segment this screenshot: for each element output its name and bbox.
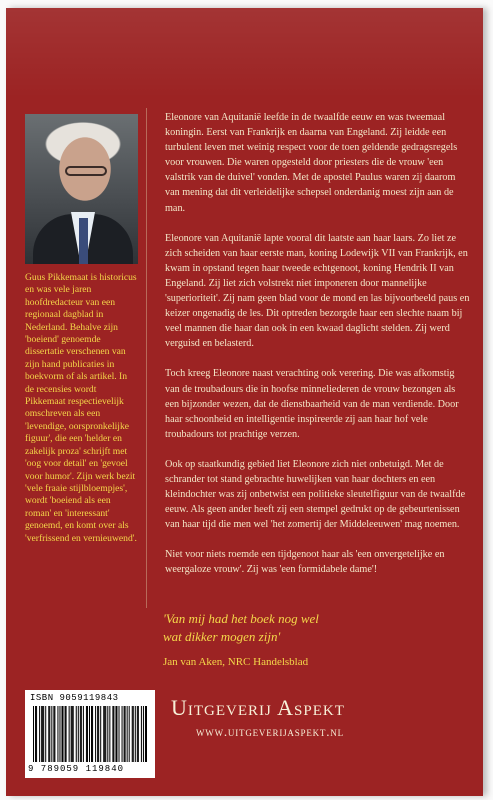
author-glasses xyxy=(65,166,107,176)
barcode-digits: 9 789059 119840 xyxy=(28,764,125,774)
author-tie xyxy=(79,218,88,264)
barcode-bars-icon xyxy=(33,706,147,762)
blurb-paragraph: Eleonore van Aquitanië leefde in de twaalfde eeuw en was tweemaal koningin. Eerst van Frankrijk en daarna van Engeland. Zij leidde een turbulent leven met weinig respect voor de toen geldende gedragsregels voor vrouwen. Die waren opgesteld door priesters die de vrouw 'een valstrik van de duivel' vonden. Met de apostel Paulus waren zij daarom van mening dat dit verleidelijke schepsel onderdanig moest zijn aan de man. xyxy=(165,112,458,214)
cover-sheen xyxy=(6,8,483,98)
author-bio: Guus Pikkemaat is historicus en was vele jaren hoofdredacteur van een regionaal dagblad in Nederland. Behalve zijn 'boeiend' genoemde dissertatie verschenen van zijn hand publicaties in boekvorm of als artikel. In de recensies wordt Pikkemaat respectievelijk omschreven als een 'levendige, oorspronkelijke figuur', die een 'helder en zakelijk proza' schrijft met 'oog voor detail' en 'gevoel voor humor'. Zijn werk bezit 'vele fraaie stijlbloempjes', wordt 'boeiend als een roman' en 'interessant' genoemd, en komt over als 'verfrissend en vernieuwend'. xyxy=(25,272,137,544)
blurb-paragraph: Eleonore van Aquitanië lapte vooral dit laatste aan haar laars. Zo liet ze zich scheiden van haar eerste man, koning Lodewijk VII van Frankrijk, en kwam in opstand tegen haar tweede echtgenoot, koning Hendrik II van Engeland. Zij liet zich volstrekt niet imponeren door mannelijke 'superioriteit'. Zij nam geen blad voor de mond en las bijvoorbeeld paus en keizer ongenadig de les. Dit optreden bezorgde haar een slechte naam bij veel mannen die haar dan ook in een kwaad daglicht stelden. Zij werd verguisd en belasterd. xyxy=(165,232,470,350)
isbn-barcode xyxy=(25,690,155,778)
quote-line: 'Van mij had het boek nog wel xyxy=(163,611,319,626)
blurb-paragraph: Niet voor niets roemde een tijdgenoot haar als 'een onvergetelijke en weergaloze vrouw'. Zij was 'een formidabele dame'! xyxy=(165,549,445,576)
blurb-paragraph: Toch kreeg Eleonore naast verachting ook verering. Die was afkomstig van de troubadours die in hoofse minneliederen de vrouw bezongen als een bijzonder wezen, dat de dienstbaarheid van de man verdiende. Door haar schoonheid en intelligentie inspireerde zij aan haar hof vele troubadours tot prachtige verzen. xyxy=(165,368,459,440)
author-photo xyxy=(25,114,138,264)
isbn-label: ISBN 9059119843 xyxy=(30,693,119,703)
blurb-paragraph: Ook op staatkundig gebied liet Eleonore zich niet onbetuigd. Met de schrander tot stand gebrachte huwelijken van haar dochters en een kleindochter was zij onbetwist een politieke sleutelfiguur van de twaalfde eeuw. Als geen ander heeft zij een stempel gedrukt op de gebeurtenissen van haar tijd die men wel 'het zomertij der Middeleeuwen' mag noemen. xyxy=(165,458,466,531)
quote-source: Jan van Aken, NRC Handelsblad xyxy=(163,656,309,668)
column-divider xyxy=(146,108,147,608)
quote-line: wat dikker mogen zijn' xyxy=(163,629,281,644)
review-quote xyxy=(163,610,463,646)
publisher-name: Uitgeverij Aspekt xyxy=(171,695,345,720)
blurb-text xyxy=(165,110,470,593)
publisher-website: www.uitgeverijaspekt.nl xyxy=(196,724,344,739)
